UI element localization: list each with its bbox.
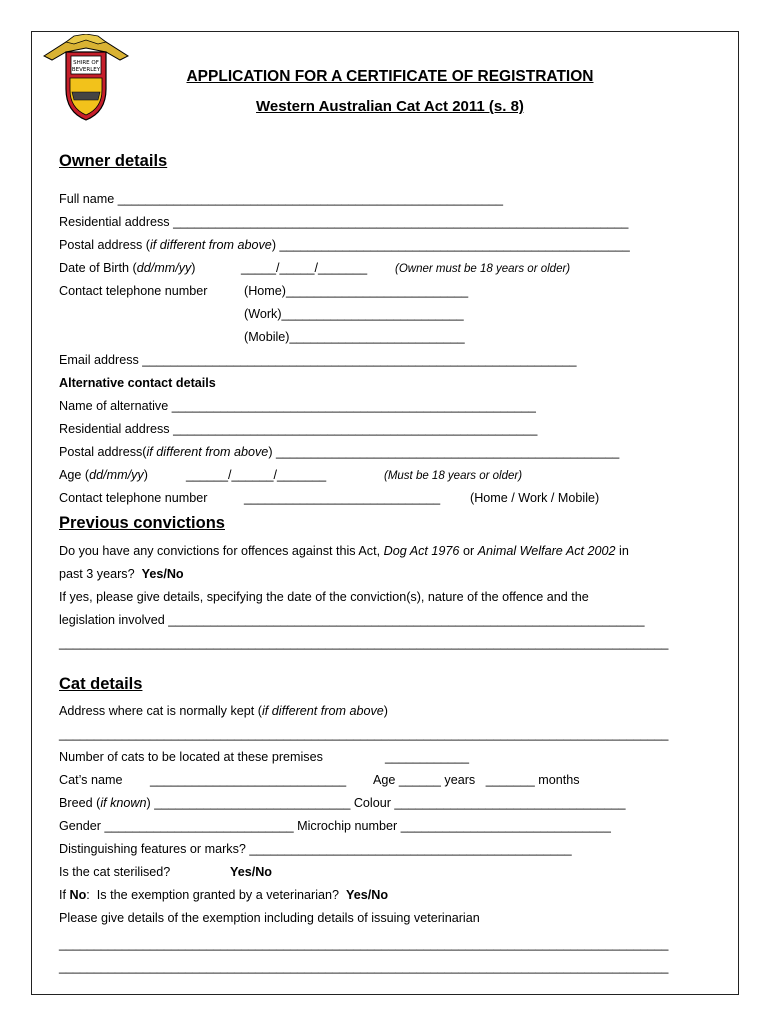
number-of-cats-field[interactable]: ____________ (385, 750, 470, 764)
breed-colour-field[interactable] (59, 795, 626, 811)
animal-welfare-act: Animal Welfare Act 2002 (477, 544, 616, 558)
q1-end: in (615, 544, 629, 558)
alt-postal-rest: ) _________________________________________________ (268, 445, 620, 459)
alt-phone-field[interactable]: ____________________________ (244, 491, 441, 505)
dob-label (59, 260, 196, 276)
alt-name-field[interactable]: Name of alternative ____________________________________________________ (59, 399, 536, 413)
features-field[interactable]: Distinguishing features or marks? ______________________________________________ (59, 842, 572, 856)
convictions-question-2 (59, 566, 184, 582)
if-no-label: If (59, 888, 70, 902)
email-field[interactable]: Email address ______________________________________________________________ (59, 353, 577, 367)
alt-age-note: (Must be 18 years or older) (384, 470, 523, 482)
cat-address-italic: if different from above (261, 704, 384, 718)
phone-home-field[interactable]: (Home)__________________________ (244, 284, 469, 298)
q1-or: or (459, 544, 478, 558)
exemption-field-2[interactable]: _______________________________________________________________________________________ (59, 960, 669, 974)
cat-address-label-text: Address where cat is normally kept ( (59, 704, 262, 718)
full-name-field[interactable]: Full name _______________________________________________________ (59, 192, 504, 206)
dog-act: Dog Act 1976 (383, 544, 460, 558)
alt-age-close: ) (143, 468, 148, 482)
gender-microchip-field[interactable]: Gender ___________________________ Microchip number ______________________________ (59, 819, 611, 833)
q1-start: Do you have any convictions for offences against this Act, (59, 544, 384, 558)
previous-convictions-heading: Previous convictions (59, 514, 225, 532)
legislation-field[interactable]: legislation involved ____________________________________________________________________ (59, 613, 645, 627)
shire-crest-logo (36, 34, 136, 124)
dob-label-text: Date of Birth ( (59, 261, 137, 275)
postal-italic: if different from above (150, 238, 272, 252)
dob-field[interactable]: _____/_____/_______ (241, 261, 368, 275)
phone-work-field[interactable]: (Work)__________________________ (244, 307, 464, 321)
crest-text-1: SHIRE OF (73, 60, 99, 66)
exemption-field-1[interactable]: _______________________________________________________________________________________ (59, 937, 669, 951)
alt-phone-types: (Home / Work / Mobile) (470, 491, 600, 505)
convictions-details-prompt: If yes, please give details, specifying the date of the conviction(s), nature of the offence and the (59, 590, 589, 604)
cat-address-field[interactable]: _______________________________________________________________________________________ (59, 727, 669, 741)
phone-label: Contact telephone number (59, 284, 208, 298)
breed-label: Breed ( (59, 796, 101, 810)
breed-italic: if known (100, 796, 147, 810)
form-subtitle: Western Australian Cat Act 2011 (s. 8) (256, 98, 524, 115)
cat-details-heading: Cat details (59, 675, 143, 693)
owner-details-heading: Owner details (59, 152, 168, 170)
residential-address-field[interactable]: Residential address _________________________________________________________________ (59, 215, 629, 229)
postal-label: Postal address ( (59, 238, 150, 252)
alt-age-format: dd/mm/yy (89, 468, 144, 482)
sterilised-yes-no[interactable]: Yes/No (230, 865, 272, 879)
cat-name-field[interactable]: ____________________________ (150, 773, 347, 787)
postal-rest: ) __________________________________________________ (271, 238, 630, 252)
cat-address-label (59, 703, 388, 719)
alt-age-label (59, 467, 148, 483)
alt-postal-field[interactable] (59, 444, 619, 460)
number-of-cats-label: Number of cats to be located at these premises (59, 750, 323, 764)
dob-close: ) (191, 261, 196, 275)
exemption-question (59, 887, 388, 903)
breed-rest: ) ____________________________ Colour _________________________________ (146, 796, 626, 810)
exemption-details-prompt: Please give details of the exemption including details of issuing veterinarian (59, 911, 480, 925)
sterilised-label: Is the cat sterilised? (59, 865, 171, 879)
form-title: APPLICATION FOR A CERTIFICATE OF REGISTRATION (186, 68, 594, 85)
cat-age-field[interactable]: Age ______ years _______ months (373, 773, 580, 787)
if-no-bold: No (69, 888, 87, 902)
legislation-field-2[interactable]: _______________________________________________________________________________________ (59, 636, 669, 650)
dob-format: dd/mm/yy (136, 261, 192, 275)
alt-phone-label: Contact telephone number (59, 491, 208, 505)
alt-residential-field[interactable]: Residential address ____________________________________________________ (59, 422, 538, 436)
alt-postal-label: Postal address( (59, 445, 147, 459)
cat-address-close: ) (383, 704, 388, 718)
alt-postal-italic: if different from above (146, 445, 269, 459)
alternative-contact-heading: Alternative contact details (59, 376, 216, 390)
postal-address-field[interactable] (59, 237, 630, 253)
phone-mobile-field[interactable]: (Mobile)_________________________ (244, 330, 465, 344)
convictions-yes-no[interactable]: Yes/No (141, 567, 184, 581)
crest-text-2: BEVERLEY (71, 67, 101, 73)
exemption-yes-no[interactable]: Yes/No (346, 888, 389, 902)
q2-start: past 3 years? (59, 567, 142, 581)
dob-note: (Owner must be 18 years or older) (395, 263, 571, 275)
convictions-question (59, 543, 629, 559)
if-no-rest: : Is the exemption granted by a veterinarian? (86, 888, 347, 902)
alt-age-label-text: Age ( (59, 468, 90, 482)
cat-name-label: Cat’s name (59, 773, 123, 787)
alt-age-field[interactable]: ______/______/_______ (186, 468, 327, 482)
